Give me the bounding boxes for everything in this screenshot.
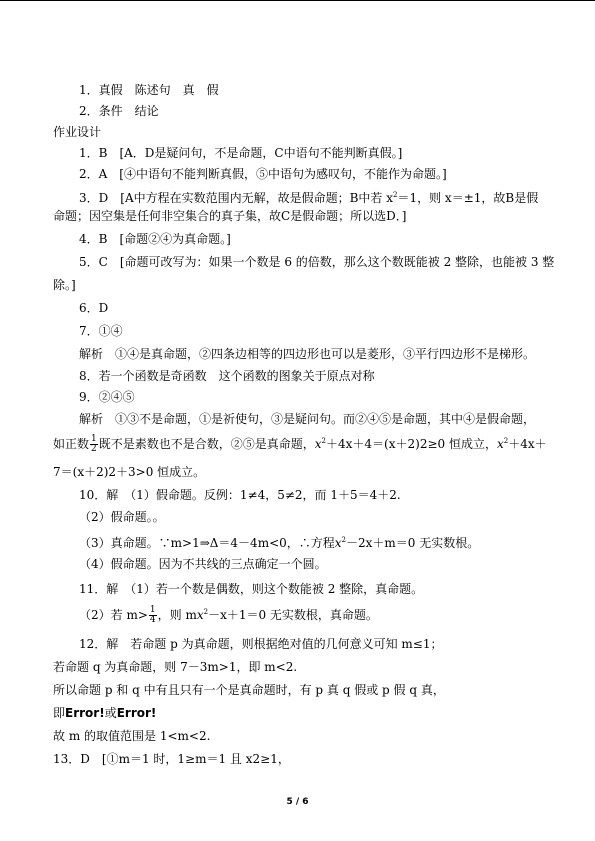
answer-q3-cont: 命题；因空集是任何非空集合的真子集，故C是假命题；所以选D．] (53, 209, 407, 223)
fraction-one-quarter: $\frac{1}{4}$ (149, 605, 156, 625)
analysis-q9-cont: 如正数 $\frac{1}{2}$ 既不是素数也不是合数，②⑤是真命题，$x^2+4x+4=(x+2)2\ge 0$ 恒成立，$x^2+4x+$ (53, 434, 547, 454)
analysis-q7: 解析 ①④是真命题，②四条边相等的四边形也可以是菱形，③平行四边形不是梯形。 (79, 347, 536, 361)
answer-q12-4: 即Error!或Error! (53, 706, 157, 720)
answer-q7: 7．①④ (79, 324, 123, 338)
answer-q5: 5．C [命题可改写为：如果一个数是 6 的倍数，那么这个数既能被 2 整除，也能被 3 整 (79, 255, 555, 269)
answer-q8: 8．若一个函数是奇函数 这个函数的图象关于原点对称 (79, 369, 375, 383)
answer-q11-2: （2）若 m> $\frac{1}{4}$ ，则 $mx^2-x+1=0$ 无实数根，真命题。 (79, 605, 378, 625)
page-number: 5 / 6 (286, 797, 309, 807)
analysis-q9: 解析 ①③不是命题，①是祈使句，③是疑问句。而②④⑤是命题，其中④是假命题， (79, 412, 536, 426)
answer-q13: 13．D [①m＝1 时，1≥m＝1 且 x2≥1， (53, 752, 290, 766)
analysis-q9-end: 7＝(x＋2)2＋3>0 恒成立。 (53, 465, 206, 479)
section-heading-homework: 作业设计 (53, 125, 102, 139)
answer-q12-1: 12．解 若命题 p 为真命题，则根据绝对值的几何意义可知 m≤1； (79, 637, 443, 651)
answer-q12-5: 故 m 的取值范围是 1<m<2. (53, 729, 211, 743)
answer-q9: 9．②④⑤ (79, 390, 135, 404)
answer-q3: 3．D [A中方程在实数范围内无解，故是假命题；B中若 $x^2=1$，则 x＝±1，故B是假 (79, 191, 539, 205)
answer-q4: 4．B [命题②④为真命题。] (79, 232, 231, 246)
answer-q2: 2．A [④中语句不能判断真假，⑤中语句为感叹句，不能作为命题。] (79, 167, 447, 181)
answer-q10-4: （4）假命题。因为不共线的三点确定一个圆。 (79, 557, 327, 571)
answer-q1: 1．B [A．D是疑问句，不是命题，C中语句不能判断真假。] (79, 146, 403, 160)
answer-q11-1: 11．解 （1）若一个数是偶数，则这个数能被 2 整除，真命题。 (79, 582, 424, 596)
fraction-one-half: $\frac{1}{2}$ (91, 434, 97, 454)
answer-q10-2: （2）假命题。。 (79, 510, 165, 524)
top-border-line (0, 0, 595, 1)
answer-q5-cont: 除。] (53, 278, 76, 292)
answer-q6: 6．D (79, 301, 109, 315)
answer-line-2: 2．条件 结论 (79, 104, 159, 118)
answer-line-1: 1．真假 陈述句 真 假 (79, 83, 219, 97)
answer-q12-2: 若命题 q 为真命题，则 7－3m>1，即 m<2. (53, 660, 298, 674)
answer-q12-3: 所以命题 p 和 q 中有且只有一个是真命题时，有 p 真 q 假或 p 假 q 真， (53, 683, 445, 697)
answer-q10-3: （3）真命题。∵m>1⇒Δ＝4－4m<0，∴方程$x^2-2x+m=0$ 无实数根。 (79, 536, 480, 550)
answer-q10-1: 10．解 （1）假命题。反例：1≠4，5≠2，而 1＋5＝4＋2. (79, 488, 401, 502)
